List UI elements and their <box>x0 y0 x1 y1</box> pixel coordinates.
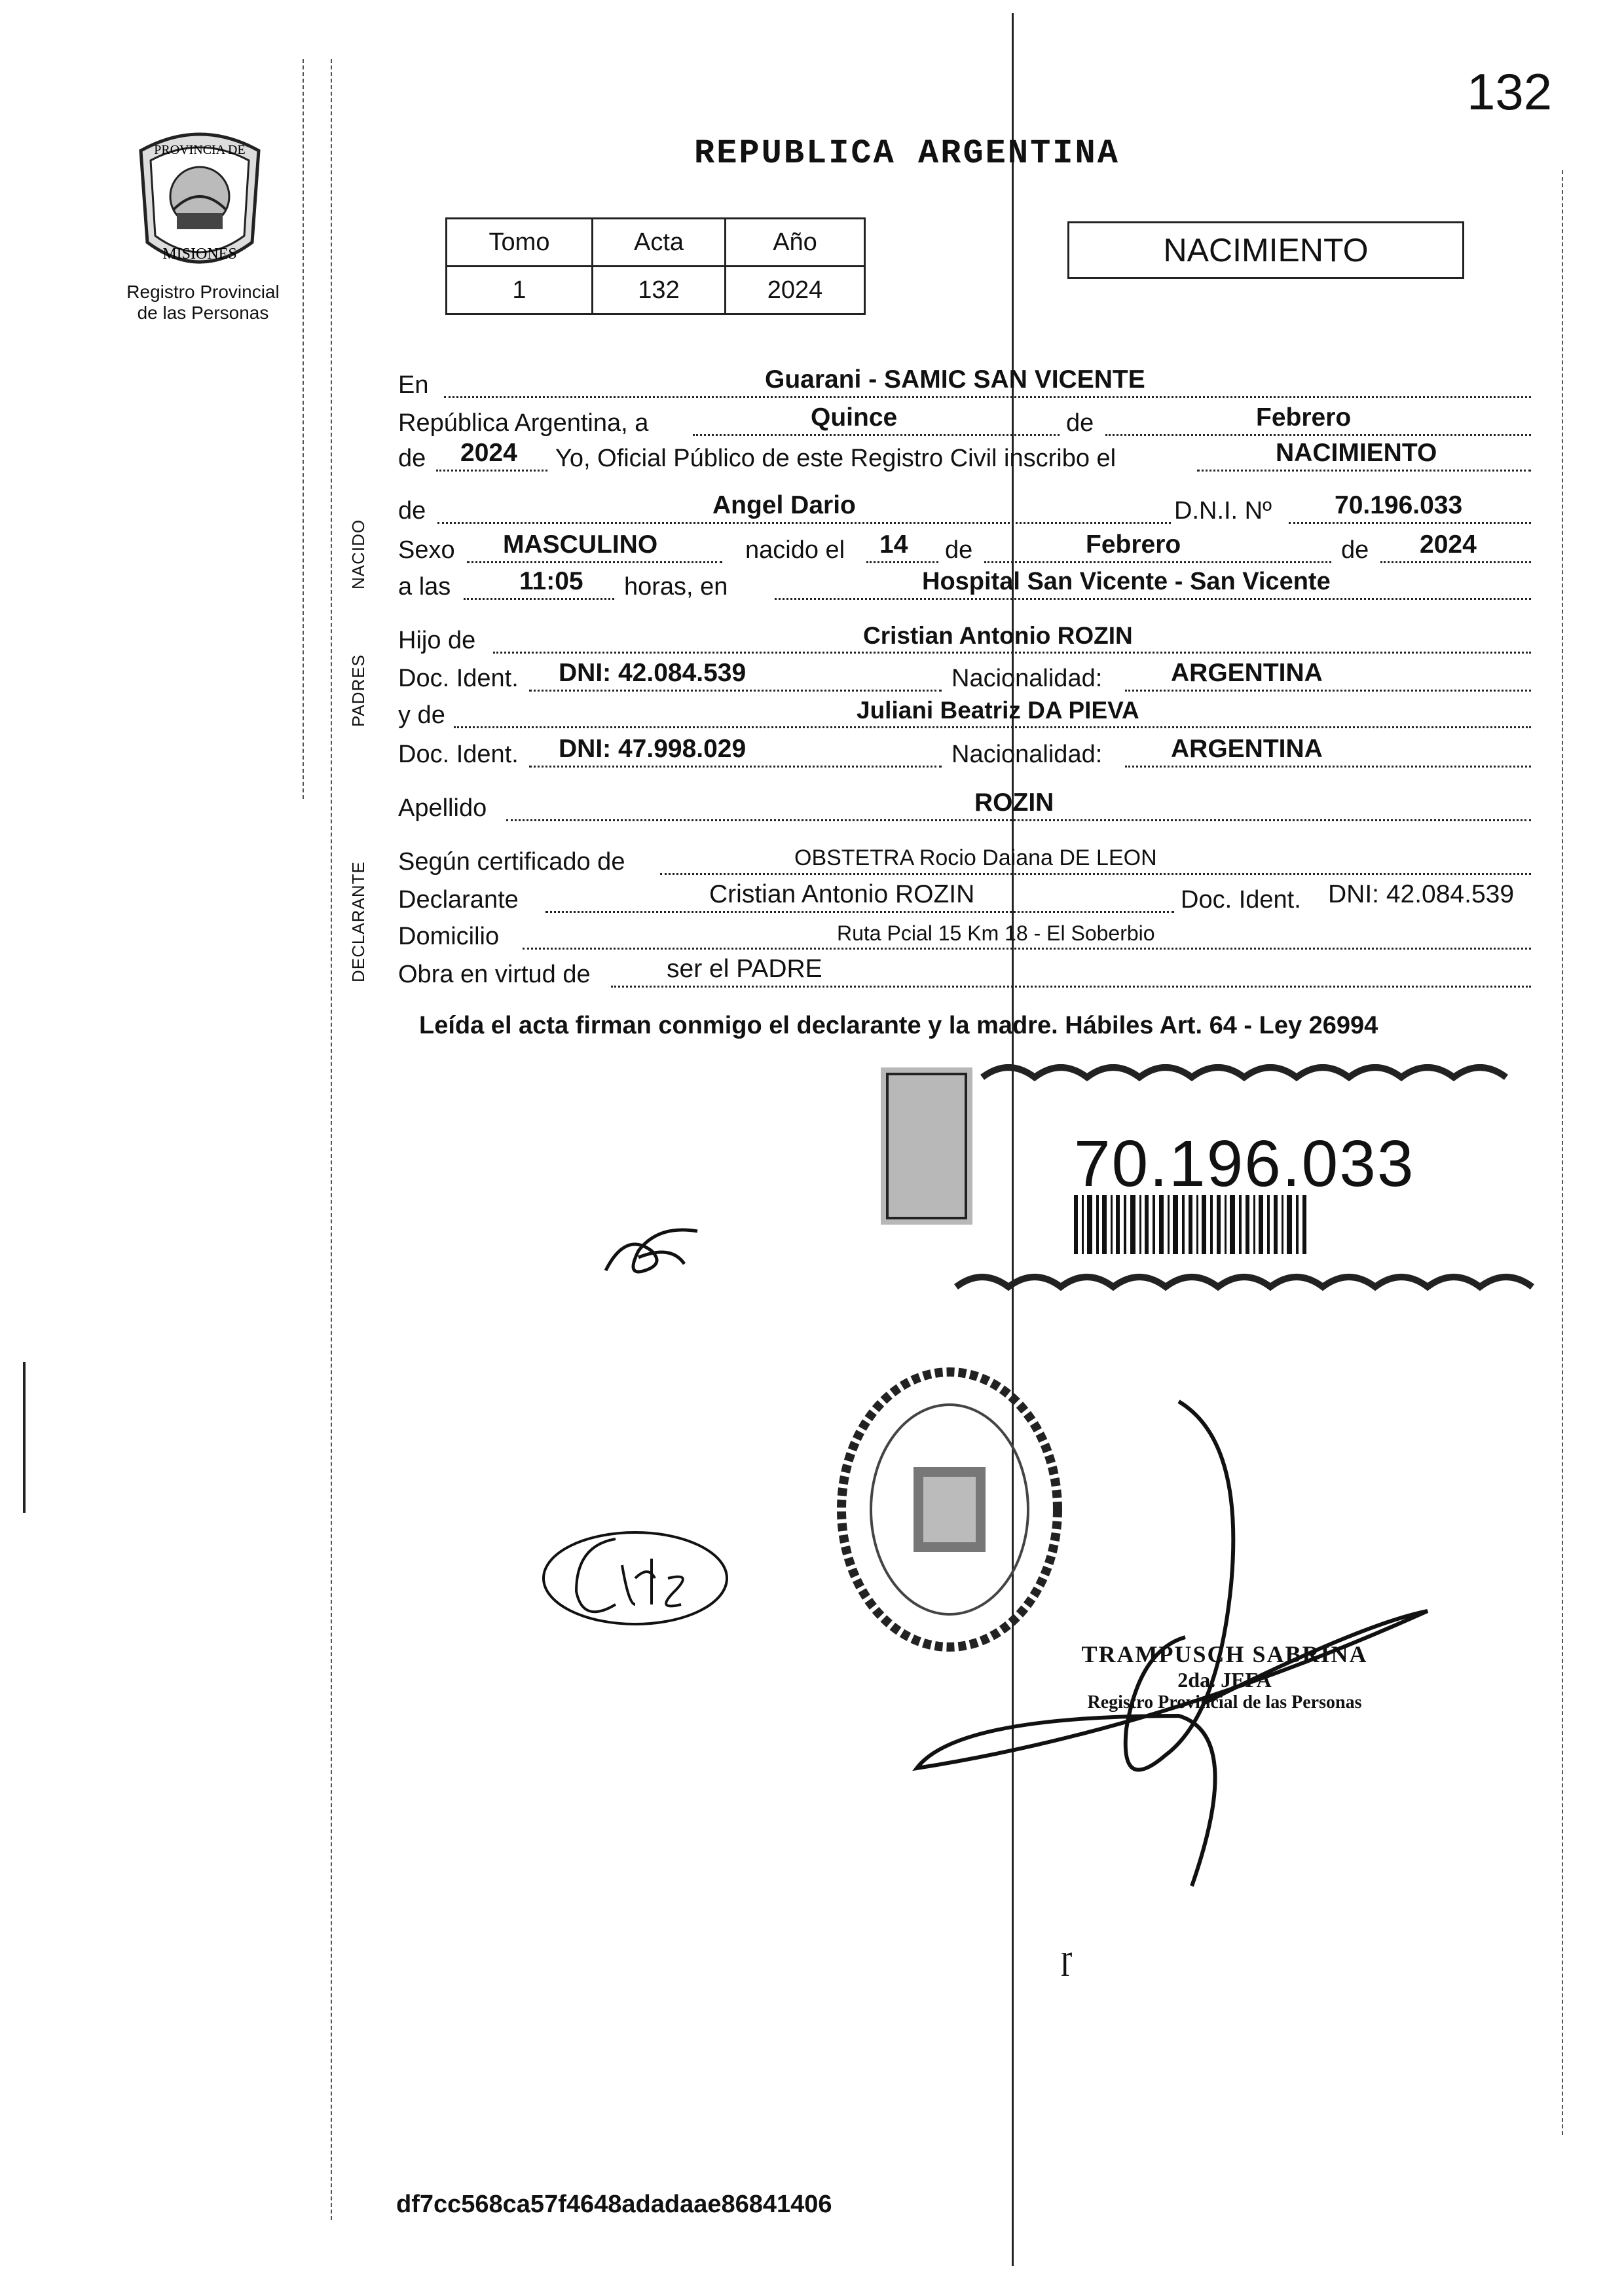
dotted-line <box>1289 522 1531 524</box>
row-en <box>398 367 1531 403</box>
dotted-line <box>660 873 1531 875</box>
row-madre <box>398 697 1531 733</box>
dotted-line <box>464 598 614 600</box>
officer-stamp-name: TRAMPUSCH SABRINA <box>1081 1641 1368 1667</box>
value-tipo-acta: NACIMIENTO <box>1276 439 1437 467</box>
dotted-line <box>693 434 1060 436</box>
dotted-line <box>436 470 547 472</box>
label-en: En <box>398 371 429 399</box>
section-label-padres: PADRES <box>348 654 368 727</box>
dotted-line <box>529 766 942 768</box>
section-label-nacido: NACIDO <box>348 519 368 589</box>
value-obra-en-virtud: ser el PADRE <box>667 955 822 983</box>
value-lugar-nac: Hospital San Vicente - San Vicente <box>922 568 1331 595</box>
value-sexo: MASCULINO <box>503 530 658 559</box>
row-padre-doc <box>398 660 1531 697</box>
label-doc-ident-madre: Doc. Ident. <box>398 741 519 768</box>
value-madre: Juliani Beatriz DA PIEVA <box>857 697 1139 724</box>
label-horas-en: horas, en <box>624 573 728 601</box>
officer-stamp <box>1061 1640 1388 1713</box>
value-certificado: OBSTETRA Rocio Daiana DE LEON <box>794 845 1157 870</box>
left-margin-line-2 <box>331 59 332 2220</box>
row-hora <box>398 568 1531 605</box>
table-value-tomo: 1 <box>447 267 593 314</box>
label-sexo: Sexo <box>398 536 455 564</box>
dotted-line <box>454 726 1531 728</box>
record-type-box: NACIMIENTO <box>1067 221 1464 279</box>
table-value-acta: 132 <box>593 267 726 314</box>
page-number: 132 <box>1467 63 1553 120</box>
dotted-line <box>437 522 1171 524</box>
value-mes: Febrero <box>1256 403 1352 432</box>
label-de3: de <box>1341 536 1369 564</box>
initials-signature <box>599 1218 710 1290</box>
record-table <box>445 217 866 315</box>
section-label-declarante: DECLARANTE <box>348 861 368 982</box>
value-declarante: Cristian Antonio ROZIN <box>709 880 975 908</box>
value-nombre: Angel Dario <box>712 491 856 519</box>
province-seal-logo <box>121 124 278 282</box>
dotted-line <box>493 652 1531 654</box>
officer-stamp-office: Registro Provincial de las Personas <box>1087 1692 1362 1713</box>
table-header-anio: Año <box>726 219 865 267</box>
value-hora: 11:05 <box>519 567 583 595</box>
label-nacionalidad-madre: Nacionalidad: <box>951 741 1103 768</box>
row-padre <box>398 622 1531 659</box>
row-certificado <box>398 843 1531 880</box>
label-y-de: y de <box>398 701 445 729</box>
value-domicilio: Ruta Pcial 15 Km 18 - El Soberbio <box>837 921 1155 945</box>
small-mark: ɼ <box>1061 1939 1073 1976</box>
declarant-signature <box>537 1513 733 1644</box>
logo-bottom-text: MISIONES <box>162 246 237 263</box>
dotted-line <box>545 911 1174 913</box>
label-nacido-el: nacido el <box>745 536 845 564</box>
value-dia-nac: 14 <box>879 530 908 559</box>
table-value-anio: 2024 <box>726 267 865 314</box>
label-de-nombre: de <box>398 497 426 525</box>
dotted-line <box>1380 561 1531 563</box>
label-obra-en-virtud: Obra en virtud de <box>398 961 591 988</box>
label-declarante: Declarante <box>398 886 519 914</box>
label-hijo-de: Hijo de <box>398 627 476 654</box>
left-edge-mark <box>23 1362 26 1513</box>
dotted-line <box>467 561 722 563</box>
label-de2: de <box>945 536 973 564</box>
label-doc-ident-declarante: Doc. Ident. <box>1181 886 1301 914</box>
value-anio-nac: 2024 <box>1420 530 1477 559</box>
dotted-line <box>523 948 1531 950</box>
label-yo-oficial: Yo, Oficial Público de este Registro Civil inscribo el <box>555 445 1116 472</box>
row-nombre <box>398 492 1531 529</box>
dotted-line <box>1197 470 1531 472</box>
value-madre-doc: DNI: 47.998.029 <box>559 735 747 763</box>
officer-stamp-role: 2da. JEFA <box>1177 1668 1272 1692</box>
label-doc-ident: Doc. Ident. <box>398 665 519 692</box>
dotted-line <box>529 690 942 692</box>
value-madre-nac: ARGENTINA <box>1171 735 1323 763</box>
logo-caption <box>105 282 301 324</box>
value-apellido: ROZIN <box>974 788 1054 817</box>
label-apellido: Apellido <box>398 794 487 822</box>
value-lugar: Guarani - SAMIC SAN VICENTE <box>765 365 1145 394</box>
value-anio: 2024 <box>460 439 517 467</box>
label-nacionalidad: Nacionalidad: <box>951 665 1103 692</box>
dotted-line <box>444 396 1531 398</box>
dotted-line <box>1105 434 1531 436</box>
label-de-anio: de <box>398 445 426 472</box>
label-de-mes: de <box>1066 409 1094 437</box>
document-title: REPUBLICA ARGENTINA <box>694 134 1120 173</box>
dotted-line <box>506 819 1531 821</box>
row-apellido <box>398 790 1531 826</box>
table-header-acta: Acta <box>593 219 726 267</box>
sticker-dni-number: 70.196.033 <box>1074 1127 1415 1200</box>
document-hash: df7cc568ca57f4648adadaae86841406 <box>396 2191 832 2218</box>
logo-caption-line-2: de las Personas <box>137 303 269 323</box>
dotted-line <box>775 598 1531 600</box>
value-declarante-doc: DNI: 42.084.539 <box>1328 880 1515 908</box>
dotted-line <box>1125 690 1531 692</box>
dotted-line <box>984 561 1331 563</box>
value-padre-nac: ARGENTINA <box>1171 659 1323 687</box>
left-margin-line-1 <box>303 59 304 799</box>
value-padre: Cristian Antonio ROZIN <box>863 622 1133 649</box>
table-header-tomo: Tomo <box>447 219 593 267</box>
row-sexo <box>398 532 1531 568</box>
row-anio <box>398 440 1531 477</box>
value-dni: 70.196.033 <box>1335 491 1463 519</box>
value-dia-letras: Quince <box>811 403 898 432</box>
row-republica <box>398 405 1531 441</box>
dotted-line <box>1125 766 1531 768</box>
label-segun-certificado: Según certificado de <box>398 848 625 876</box>
value-padre-doc: DNI: 42.084.539 <box>559 659 747 687</box>
label-a-las: a las <box>398 573 451 601</box>
label-domicilio: Domicilio <box>398 923 500 950</box>
row-declarante <box>398 881 1531 918</box>
closing-note: Leída el acta firman conmigo el declarante y la madre. Hábiles Art. 64 - Ley 26994 <box>419 1012 1378 1039</box>
logo-top-text: PROVINCIA DE <box>154 143 246 157</box>
row-domicilio <box>398 918 1531 955</box>
row-obra-virtud <box>398 956 1531 993</box>
value-mes-nac: Febrero <box>1086 530 1181 559</box>
label-dni-no: D.N.I. Nº <box>1174 497 1272 525</box>
dotted-line <box>866 561 938 563</box>
logo-caption-line-1: Registro Provincial <box>126 282 280 302</box>
dotted-line <box>611 986 1531 988</box>
label-republica: República Argentina, a <box>398 409 649 437</box>
row-madre-doc <box>398 736 1531 773</box>
